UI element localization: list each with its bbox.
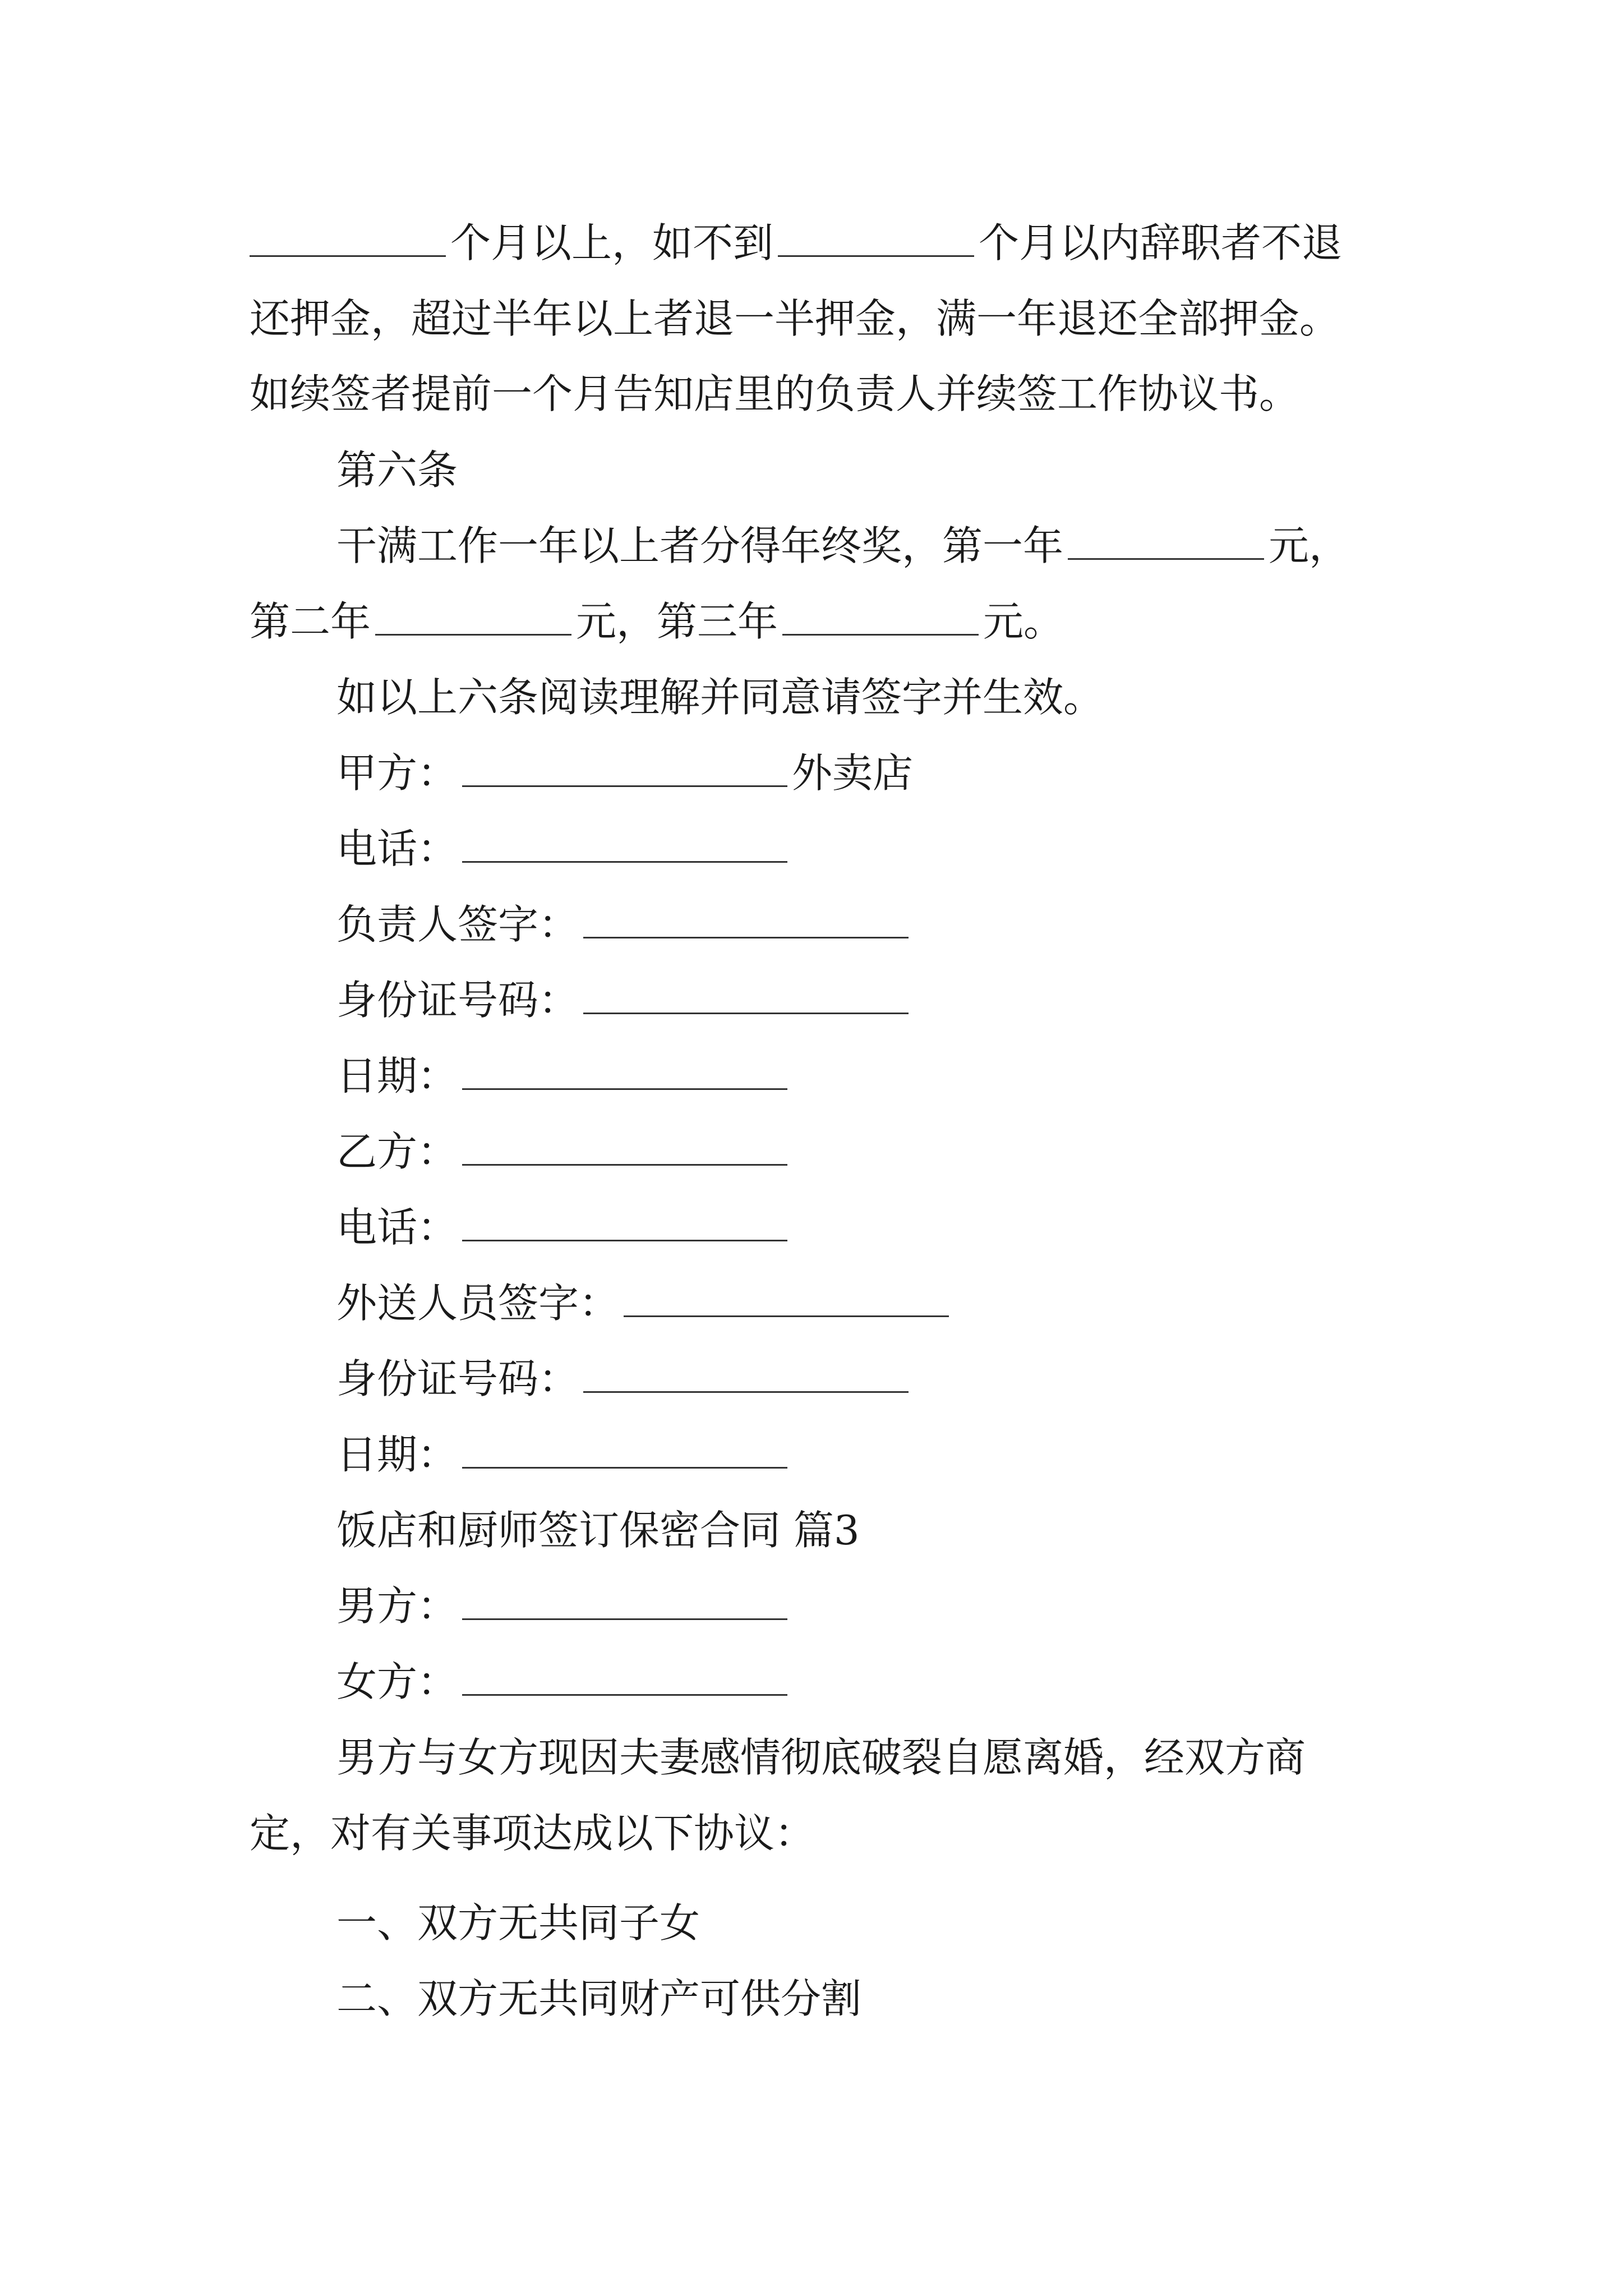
blank-field: [462, 1163, 787, 1166]
blank-field: [583, 1012, 909, 1014]
blank-field: [782, 633, 979, 636]
blank-field: [462, 1088, 787, 1090]
party-b-line: 乙方：: [336, 1125, 792, 1179]
paragraph-resignation-line1: 个月以上，如不到 个月以内辞职者不退: [250, 216, 1342, 270]
party-b-id-number: 身份证号码：: [336, 1352, 913, 1406]
blank-field: [250, 255, 446, 257]
blank-field: [778, 255, 974, 257]
blank-field: [462, 861, 787, 863]
party-b-date: 日期：: [336, 1428, 792, 1481]
male-party-line: 男方：: [336, 1579, 792, 1633]
blank-field: [583, 936, 909, 938]
section-title: 饭店和厨师签订保密合同 篇3: [336, 1507, 860, 1554]
paragraph-bonus-line1: 干满工作一年以上者分得年终奖，第一年 元，: [336, 522, 1350, 569]
paragraph-bonus-line2: 第二年 元，第三年 元。: [250, 598, 1064, 645]
party-a-id-number: 身份证号码：: [336, 973, 913, 1027]
agreement-item-1: 一、双方无共同子女: [336, 1899, 700, 1947]
divorce-paragraph-line2: 定，对有关事项达成以下协议：: [250, 1810, 815, 1857]
party-a-signature: 负责人签字：: [336, 898, 913, 951]
agreement-statement: 如以上六条阅读理解并同意请签字并生效。: [336, 674, 1104, 721]
blank-field: [462, 1694, 787, 1696]
blank-field: [462, 1618, 787, 1620]
blank-field: [583, 1391, 909, 1393]
blank-field: [462, 1466, 787, 1469]
paragraph-resignation-line3: 如续签者提前一个月告知店里的负责人并续签工作协议书。: [250, 370, 1300, 417]
blank-field: [462, 785, 787, 787]
female-party-line: 女方：: [336, 1655, 792, 1709]
blank-field: [624, 1315, 949, 1317]
divorce-paragraph-line1: 男方与女方现因夫妻感情彻底破裂自愿离婚，经双方商: [336, 1734, 1306, 1781]
blank-field: [1068, 558, 1264, 560]
blank-field: [375, 633, 571, 636]
party-a-phone: 电话：: [336, 822, 792, 876]
party-b-signature: 外送人员签字：: [336, 1276, 953, 1330]
article-heading: 第六条: [336, 447, 458, 494]
paragraph-resignation-line2: 还押金，超过半年以上者退一半押金，满一年退还全部押金。: [250, 295, 1340, 342]
blank-field: [462, 1239, 787, 1241]
party-b-phone: 电话：: [336, 1200, 792, 1254]
party-a-date: 日期：: [336, 1049, 792, 1103]
party-a-line: 甲方： 外卖店: [336, 749, 914, 797]
agreement-item-2: 二、双方无共同财产可供分割: [336, 1975, 862, 2022]
